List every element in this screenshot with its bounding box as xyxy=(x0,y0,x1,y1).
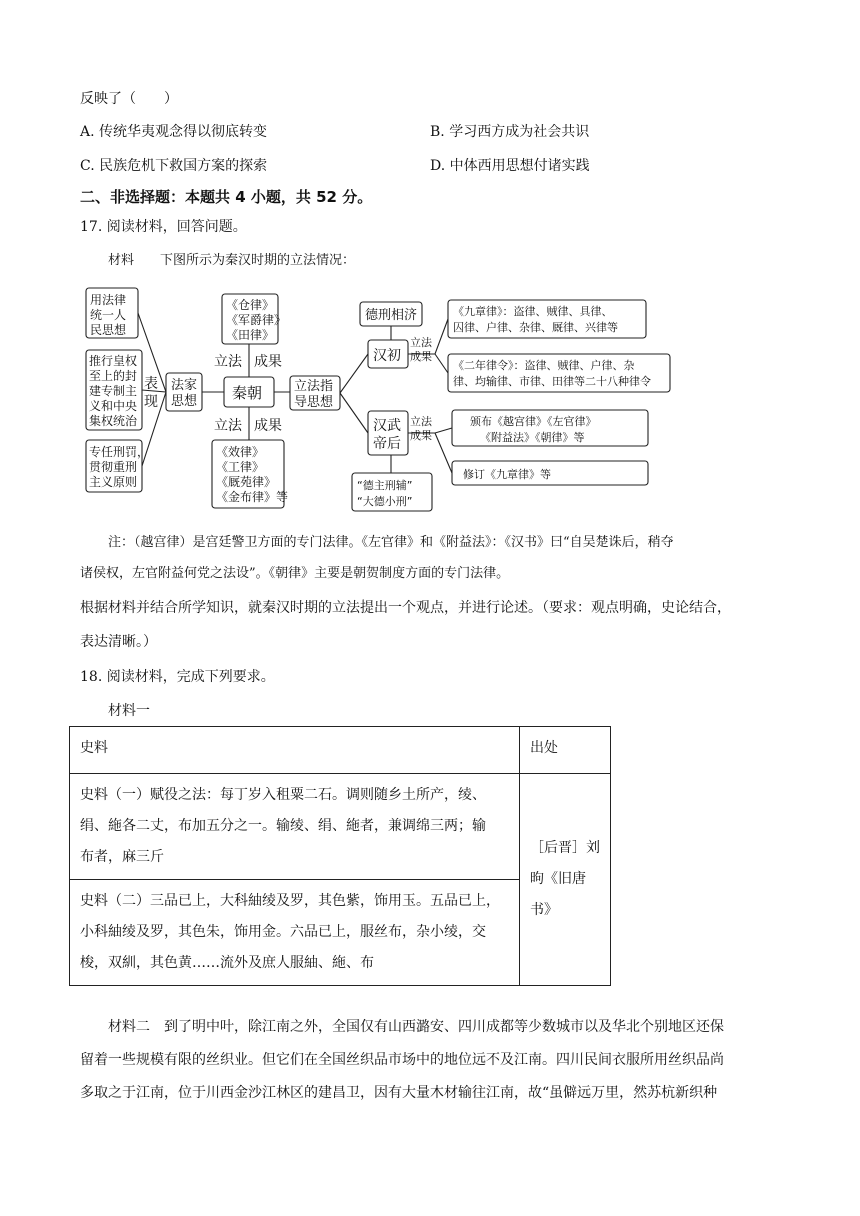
hanchu-lifa: 立法 xyxy=(410,336,432,349)
ernianlvling-line-1: 《二年律令》：盗律、贼律、户律、杂 xyxy=(453,359,635,372)
table-cell-origin: ［后晋］刘 昫《旧唐 书》 xyxy=(520,774,611,986)
hanwu-result-1-line-1: 颁布《越宫律》《左官律》 xyxy=(470,415,597,428)
legalist-2-line-4: 义和中央 xyxy=(89,399,138,413)
legalist-3-line-2: 贯彻重刑 xyxy=(89,460,138,474)
dezhu-line-1: “德主刑辅” xyxy=(357,479,413,492)
guide-line-1: 立法指 xyxy=(294,379,334,394)
q17-note-line-1: 注：（越宫律）是宫廷警卫方面的专门法律。《左官律》和《附益法》：《汉书》曰“自吴楚诛后，稍夺 xyxy=(108,535,674,550)
hanwu-line-2: 帝后 xyxy=(373,436,401,452)
qin-top-law-2: 《军爵律》 xyxy=(226,313,287,327)
q17-note-line-2: 诸侯权，左官附益何党之法设”。《朝律》主要是朝贺制度方面的专门法律。 xyxy=(80,566,510,581)
jiuzhanglv-line-2: 囚律、户律、杂律、厩律、兴律等 xyxy=(453,321,618,334)
ernianlvling-line-2: 律、均输律、市律、田律等二十八种律令 xyxy=(453,375,651,388)
qin-top-law-3: 《田律》 xyxy=(226,328,275,342)
guide-line-2: 导思想 xyxy=(294,395,334,410)
table-row-source-2: 史料（二）三品已上，大科紬绫及罗，其色紫，饰用玉。五品已上， 小科紬绫及罗，其色朱，饰用金。六品已上，服丝布，杂小绫，交 梭，双紃，其色黄……流外及庶人服紬、絁、布 xyxy=(70,880,520,986)
qin-top-lifa: 立法 xyxy=(214,354,242,370)
hanwu-lifa: 立法 xyxy=(410,415,432,428)
option-b: B. 学习西方成为社会共识 xyxy=(430,124,590,140)
material-2-line-3: 多取之于江南，位于川西金沙江林区的建昌卫，因有大量木材输往江南，故“虽僻远万里，然苏杭新织种 xyxy=(80,1085,718,1101)
qin-bottom-law-2: 《工律》 xyxy=(216,460,265,474)
qin-top-chengguo: 成果 xyxy=(254,354,282,370)
qin-bottom-law-3: 《厩苑律》 xyxy=(216,475,277,489)
q18-material-1-label: 材料一 xyxy=(108,703,150,719)
table-row-source-1: 史料（一）赋役之法：每丁岁入租粟二石。调则随乡土所产，绫、 绢、絁各二丈，布加五分之一。输绫、绢、絁者，兼调绵三两；输 布者，麻三斤 xyxy=(70,774,520,880)
legalist-1-line-3: 民思想 xyxy=(90,323,127,337)
section-heading: 二、非选择题：本题共 4 小题，共 52 分。 xyxy=(80,188,373,206)
legalist-2-line-3: 建专制主 xyxy=(89,384,138,398)
hanchu: 汉初 xyxy=(373,348,401,364)
legalist-2-line-5: 集权统治 xyxy=(89,414,138,428)
hanwu-result-2: 修订《九章律》等 xyxy=(463,468,551,481)
biaoxian-line-1: 表 xyxy=(144,376,158,392)
legalist-2-line-1: 推行皇权 xyxy=(89,354,138,368)
option-c: C. 民族危机下救国方案的探索 xyxy=(80,158,268,174)
fajia-line-2: 思想 xyxy=(171,394,198,409)
qin-bottom-law-1: 《效律》 xyxy=(216,445,265,459)
table-header-origin: 出处 xyxy=(520,727,611,774)
qin-bottom-lifa: 立法 xyxy=(214,418,242,434)
q17-stem: 17. 阅读材料，回答问题。 xyxy=(80,219,247,235)
qin-bottom-law-4: 《金布律》等 xyxy=(216,490,289,504)
option-d: D. 中体西用思想付诸实践 xyxy=(430,158,590,174)
material-2-line-2: 留着一些规模有限的丝织业。但它们在全国丝织品市场中的地位远不及江南。四川民间衣服所用丝织品尚 xyxy=(80,1052,724,1068)
hanwu-result-1-line-2: 《附益法》《朝律》等 xyxy=(480,431,585,444)
material-2-line-1: 材料二 到了明中叶，除江南之外，全国仅有山西潞安、四川成都等少数城市以及华北个别地区还保 xyxy=(108,1019,724,1035)
q17-requirement-line-1: 根据材料并结合所学知识，就秦汉时期的立法提出一个观点，并进行论述。（要求：观点明确，史论结合， xyxy=(80,600,731,616)
dexing-xiangji: 德刑相济 xyxy=(365,308,418,323)
legalist-1-line-2: 统一人 xyxy=(90,308,127,322)
q17-material-intro: 材料 下图所示为秦汉时期的立法情况： xyxy=(108,253,356,268)
qin-dynasty: 秦朝 xyxy=(232,384,263,402)
option-a: A. 传统华夷观念得以彻底转变 xyxy=(80,124,268,140)
legalist-2-line-2: 至上的封 xyxy=(89,369,138,383)
legislation-diagram xyxy=(0,280,860,520)
hanwu-chengguo: 成果 xyxy=(410,429,432,442)
legalist-3-line-1: 专任刑罚， xyxy=(89,445,150,459)
jiuzhanglv-line-1: 《九章律》：盗律、贼律、具律、 xyxy=(453,305,613,318)
source-table xyxy=(69,726,611,986)
fajia-line-1: 法家 xyxy=(171,378,198,393)
legalist-3-line-3: 主义原则 xyxy=(89,475,138,489)
hanchu-chengguo: 成果 xyxy=(410,350,432,363)
legalist-1-line-1: 用法律 xyxy=(90,293,127,307)
dezhu-line-2: “大德小刑” xyxy=(357,495,413,508)
question-stem-tail: 反映了（ ） xyxy=(80,91,178,107)
qin-bottom-chengguo: 成果 xyxy=(254,418,282,434)
qin-top-law-1: 《仓律》 xyxy=(226,298,275,312)
table-header-source: 史料 xyxy=(70,727,520,774)
q18-stem: 18. 阅读材料，完成下列要求。 xyxy=(80,669,275,685)
biaoxian-line-2: 现 xyxy=(144,394,158,410)
hanwu-line-1: 汉武 xyxy=(373,418,401,434)
q17-requirement-line-2: 表达清晰。） xyxy=(80,634,157,650)
